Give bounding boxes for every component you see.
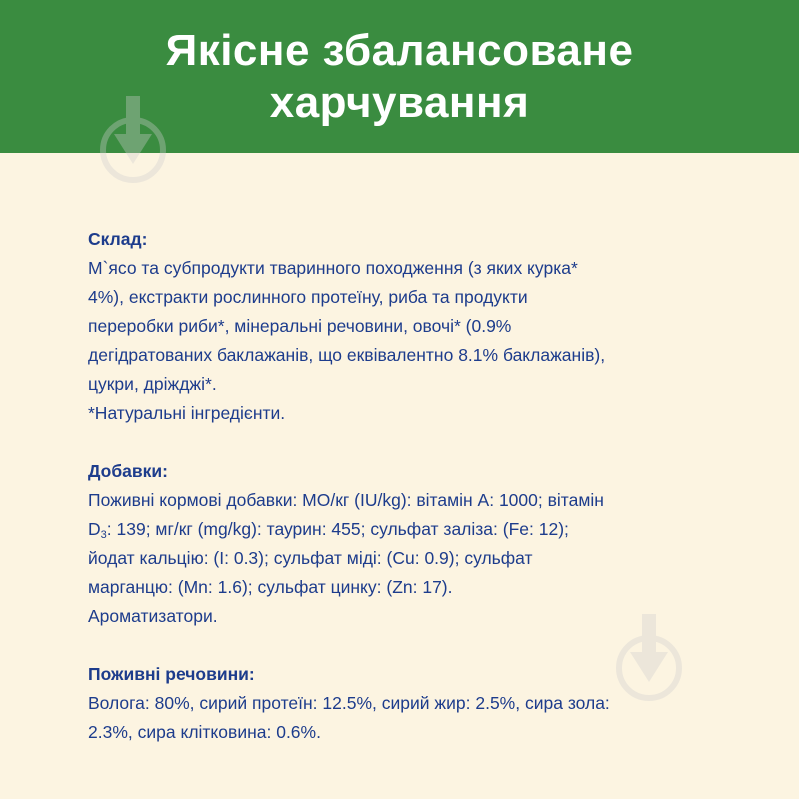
additives-line [88,515,768,544]
vitamin-d-subscript: 3 [100,529,107,541]
nutrients-line: Волога: 80%, сирий протеїн: 12.5%, сирий жир: 2.5%, сира зола: [88,693,610,713]
additives-line-text: : 139; мг/кг (mg/kg): таурин: 455; сульфат заліза: (Fe: 12); [106,519,569,539]
composition-footnote: *Натуральні інгредієнти. [88,403,286,423]
composition-line: дегідратованих баклажанів, що еквівалентно 8.1% баклажанів), [88,345,606,365]
additives-line: йодат кальцію: (I: 0.3); сульфат міді: (Cu: 0.9); сульфат [88,548,533,568]
additives-line: Поживні кормові добавки: МО/кг (IU/kg): вітамін А: 1000; вітамін [88,490,604,510]
additives-title: Добавки: [88,461,169,481]
page-title-line-1: Якісне збалансоване [165,25,634,75]
composition-line: 4%), екстракти рослинного протеїну, риба та продукти [88,287,528,307]
composition-line: М`ясо та субпродукти тваринного походження (з яких курка* [88,258,578,278]
page-title-line-2: харчування [269,77,530,127]
additives-section [88,457,768,631]
additives-line: Ароматизатори. [88,606,218,626]
composition-title: Склад: [88,229,148,249]
nutrients-section [88,660,768,747]
composition-line: цукри, дріжджі*. [88,374,217,394]
nutrients-line: 2.3%, сира клітковина: 0.6%. [88,722,321,742]
nutrients-title: Поживні речовини: [88,664,255,684]
composition-line: переробки риби*, мінеральні речовини, овочі* (0.9% [88,316,512,336]
vitamin-d-label: D [88,519,101,539]
composition-section [88,225,768,428]
product-info [88,225,768,776]
additives-line: марганцю: (Mn: 1.6); сульфат цинку: (Zn: 17). [88,577,453,597]
watermark-icon [96,92,170,192]
